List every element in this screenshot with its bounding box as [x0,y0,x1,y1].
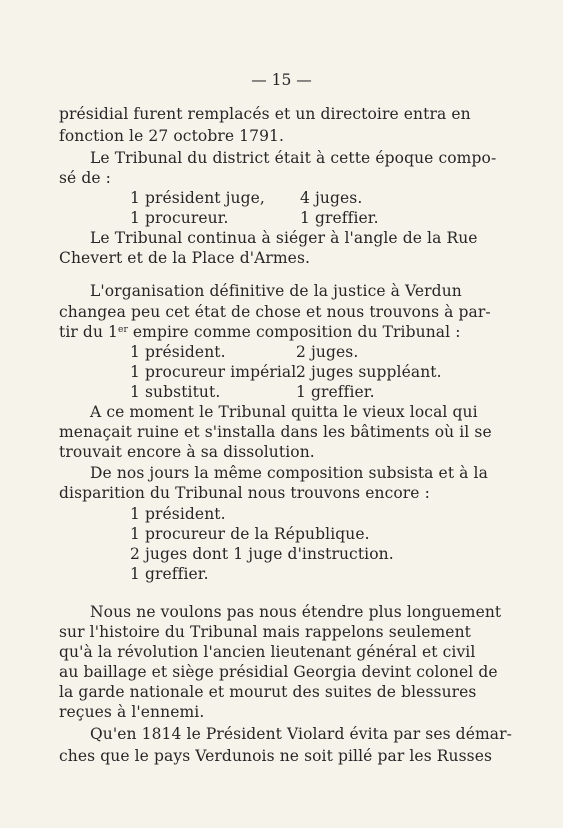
composition-item: 1 président. [130,505,226,523]
composition-item: 1 procureur impérial. [130,363,302,381]
composition-item: 1 greffier. [296,383,375,401]
text-line: sé de : [59,169,111,187]
composition-item: 2 juges dont 1 juge d'instruction. [130,545,394,563]
text-line: au baillage et siège présidial Georgia devint colonel de [59,663,498,681]
text-line: trouvait encore à sa dissolution. [59,443,315,461]
text-line: qu'à la révolution l'ancien lieutenant général et civil [59,643,476,661]
composition-item: 1 greffier. [130,565,209,583]
text-line: Qu'en 1814 le Président Violard évita par ses démar- [90,725,512,743]
composition-item: 2 juges suppléant. [296,363,442,381]
text-line [59,322,461,342]
composition-item: 1 président juge, [130,189,265,207]
text-line: L'organisation définitive de la justice à Verdun [90,282,462,300]
text-line: Chevert et de la Place d'Armes. [59,249,311,267]
text-line: reçues à l'ennemi. [59,703,205,721]
text-line: De nos jours la même composition subsista et à la [90,464,488,482]
text-line: disparition du Tribunal nous trouvons encore : [59,484,430,502]
text-line: fonction le 27 octobre 1791. [59,127,285,145]
composition-item: 1 substitut. [130,383,221,401]
composition-item: 1 greffier. [300,209,379,227]
composition-item: 1 procureur. [130,209,229,227]
composition-item: 1 procureur de la République. [130,525,370,543]
page-number: — 15 — [251,71,312,89]
text-line: A ce moment le Tribunal quitta le vieux local qui [90,403,478,421]
text-fragment: empire comme composition du Tribunal : [127,323,461,341]
text-line: la garde nationale et mourut des suites de blessures [59,683,477,701]
superscript: er [118,325,128,335]
text-line: Nous ne voulons pas nous étendre plus longuement [90,603,502,621]
text-line: Le Tribunal continua à siéger à l'angle de la Rue [90,229,478,247]
text-line: menaçait ruine et s'installa dans les bâtiments où il se [59,423,492,441]
composition-item: 1 président. [130,343,226,361]
text-line: changea peu cet état de chose et nous trouvons à par- [59,303,491,321]
text-line: sur l'histoire du Tribunal mais rappelons seulement [59,623,471,641]
text-fragment: tir du 1 [59,323,119,341]
text-line: présidial furent remplacés et un directoire entra en [59,105,471,123]
text-line: ches que le pays Verdunois ne soit pillé par les Russes [59,747,493,765]
composition-item: 2 juges. [296,343,359,361]
text-line: Le Tribunal du district était à cette époque compo- [90,149,497,167]
composition-item: 4 juges. [300,189,363,207]
